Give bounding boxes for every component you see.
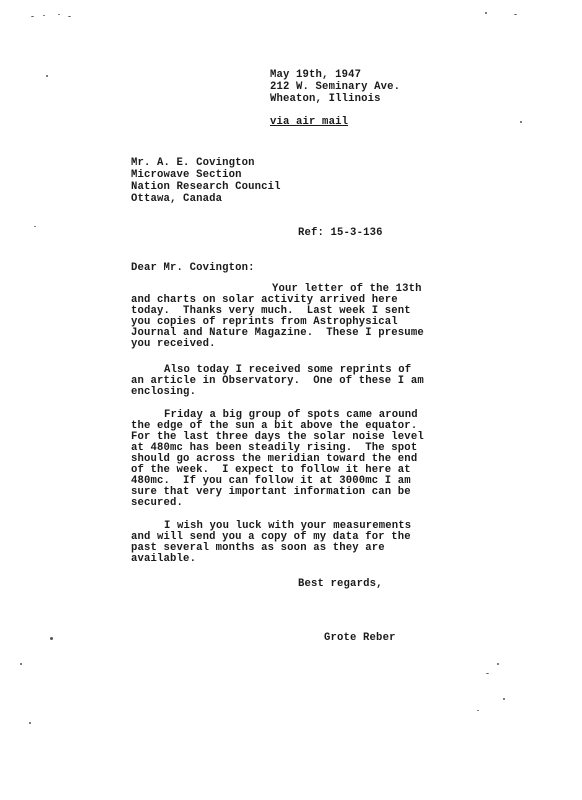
reference-number: Ref: 15-3-136 bbox=[298, 227, 383, 239]
paragraph-line: of the week. I expect to follow it here at bbox=[131, 464, 411, 476]
signature-name: Grote Reber bbox=[324, 632, 396, 644]
salutation: Dear Mr. Covington: bbox=[131, 262, 255, 274]
scan-speck bbox=[46, 75, 48, 77]
paragraph-line: Friday a big group of spots came around bbox=[164, 409, 418, 421]
paragraph-line: 480mc. If you can follow it at 3000mc I am bbox=[131, 475, 411, 487]
closing: Best regards, bbox=[298, 578, 383, 590]
paragraph-line: For the last three days the solar noise level bbox=[131, 431, 424, 443]
paragraph-line: I wish you luck with your measurements bbox=[164, 520, 412, 532]
scan-speck bbox=[29, 722, 31, 724]
paragraph-line: Also today I received some reprints of bbox=[164, 364, 412, 376]
paragraph-line: and will send you a copy of my data for the bbox=[131, 531, 411, 543]
scan-speck bbox=[514, 14, 517, 15]
paragraph-line: enclosing. bbox=[131, 386, 197, 398]
recipient-name: Mr. A. E. Covington bbox=[131, 157, 255, 169]
paragraph-line: should go across the meridian toward the end bbox=[131, 453, 418, 465]
scan-speck bbox=[486, 673, 489, 674]
paragraph-line: today. Thanks very much. Last week I sent bbox=[131, 305, 411, 317]
letter-date: May 19th, 1947 bbox=[270, 69, 362, 81]
scan-speck bbox=[50, 637, 53, 640]
scan-speck bbox=[58, 14, 60, 15]
sender-city: Wheaton, Illinois bbox=[270, 93, 381, 105]
paragraph-line: Journal and Nature Magazine. These I presume bbox=[131, 327, 424, 339]
paragraph-line: sure that very important information can be bbox=[131, 486, 411, 498]
scan-speck bbox=[477, 710, 479, 711]
scan-speck bbox=[43, 15, 45, 16]
paragraph-line: an article in Observatory. One of these I am bbox=[131, 375, 424, 387]
delivery-method: via air mail bbox=[270, 116, 349, 128]
scan-speck bbox=[31, 16, 34, 17]
recipient-section: Microwave Section bbox=[131, 169, 242, 181]
paragraph-line: past several months as soon as they are bbox=[131, 542, 385, 554]
paragraph-line: Your letter of the 13th bbox=[272, 283, 422, 295]
paragraph-line: you copies of reprints from Astrophysical bbox=[131, 316, 398, 328]
paragraph-line: secured. bbox=[131, 497, 184, 509]
scan-speck bbox=[20, 663, 22, 665]
paragraph-line: and charts on solar activity arrived here bbox=[131, 294, 398, 306]
paragraph-line: available. bbox=[131, 553, 197, 565]
paragraph-line: the edge of the sun a bit above the equator. bbox=[131, 420, 418, 432]
scan-speck bbox=[34, 226, 36, 227]
scan-speck bbox=[68, 16, 71, 17]
recipient-city: Ottawa, Canada bbox=[131, 193, 223, 205]
scan-speck bbox=[503, 698, 505, 700]
sender-street: 212 W. Seminary Ave. bbox=[270, 81, 401, 93]
paragraph-line: at 480mc has been steadily rising. The spot bbox=[131, 442, 418, 454]
scan-speck bbox=[485, 12, 487, 14]
scan-speck bbox=[497, 663, 499, 665]
paragraph-line: you received. bbox=[131, 338, 216, 350]
recipient-organization: Nation Research Council bbox=[131, 181, 281, 193]
scan-speck bbox=[520, 121, 522, 123]
